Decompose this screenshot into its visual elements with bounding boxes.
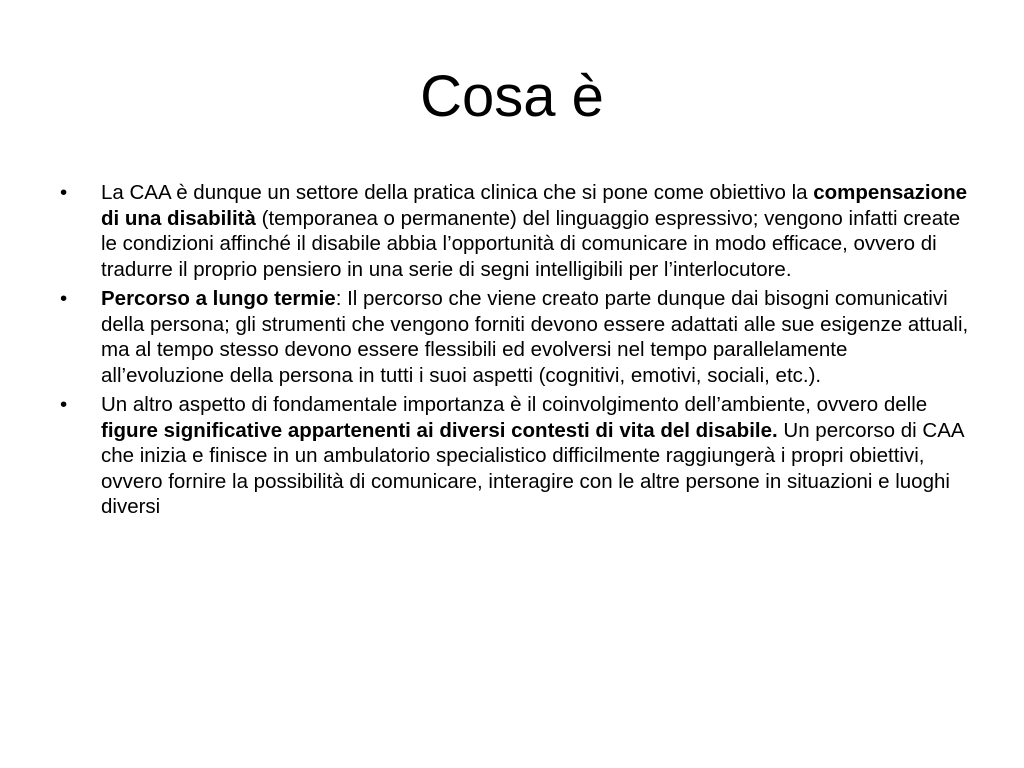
- bullet-marker: •: [60, 287, 68, 310]
- bullet-item-3: [60, 392, 975, 520]
- bullet-text-bold: compensazione di una disabilità: [101, 181, 968, 230]
- bullet-text-after: (temporanea o permanente) del linguaggio espressivo; vengono infatti create le condizioni affinché il disabile abbia l’opportunità di comunicare in modo efficace, ovvero di tradurre il proprio pensiero in una serie di segni intelligibili per l’interlocutore.: [101, 206, 961, 281]
- bullet-text-after: Un percorso di CAA che inizia e finisce in un ambulatorio specialistico difficilmente raggiungerà i propri obiettivi, ovvero fornire la possibilità di comunicare, interagire con le altre persone in situazioni e luoghi diversi: [101, 418, 964, 518]
- slide-title: Cosa è: [420, 64, 604, 129]
- bullet-text-bold: figure significative appartenenti ai diversi contesti di vita del disabile.: [101, 418, 778, 442]
- bullet-marker: •: [60, 181, 68, 204]
- bullet-text-after: : Il percorso che viene creato parte dunque dai bisogni comunicativi della persona; gli strumenti che vengono forniti devono essere adattati alle sue esigenze attuali, ma al tempo stesso devono essere flessibili ed evolversi nel tempo parallelamente all’evoluzione della persona in tutti i suoi aspetti (cognitivi, emotivi, sociali, etc.).: [101, 287, 969, 387]
- bullet-text-before: Un altro aspetto di fondamentale importanza è il coinvolgimento dell’ambiente, ovvero delle: [101, 393, 928, 416]
- bullet-text-before: La CAA è dunque un settore della pratica clinica che si pone come obiettivo la: [101, 181, 814, 204]
- bullet-text-bold: Percorso a lungo termie: [101, 287, 336, 310]
- bullet-item-1: [60, 180, 975, 282]
- bullet-item-2: [60, 286, 975, 388]
- bullet-marker: •: [60, 393, 68, 416]
- bullet-list: [60, 180, 975, 524]
